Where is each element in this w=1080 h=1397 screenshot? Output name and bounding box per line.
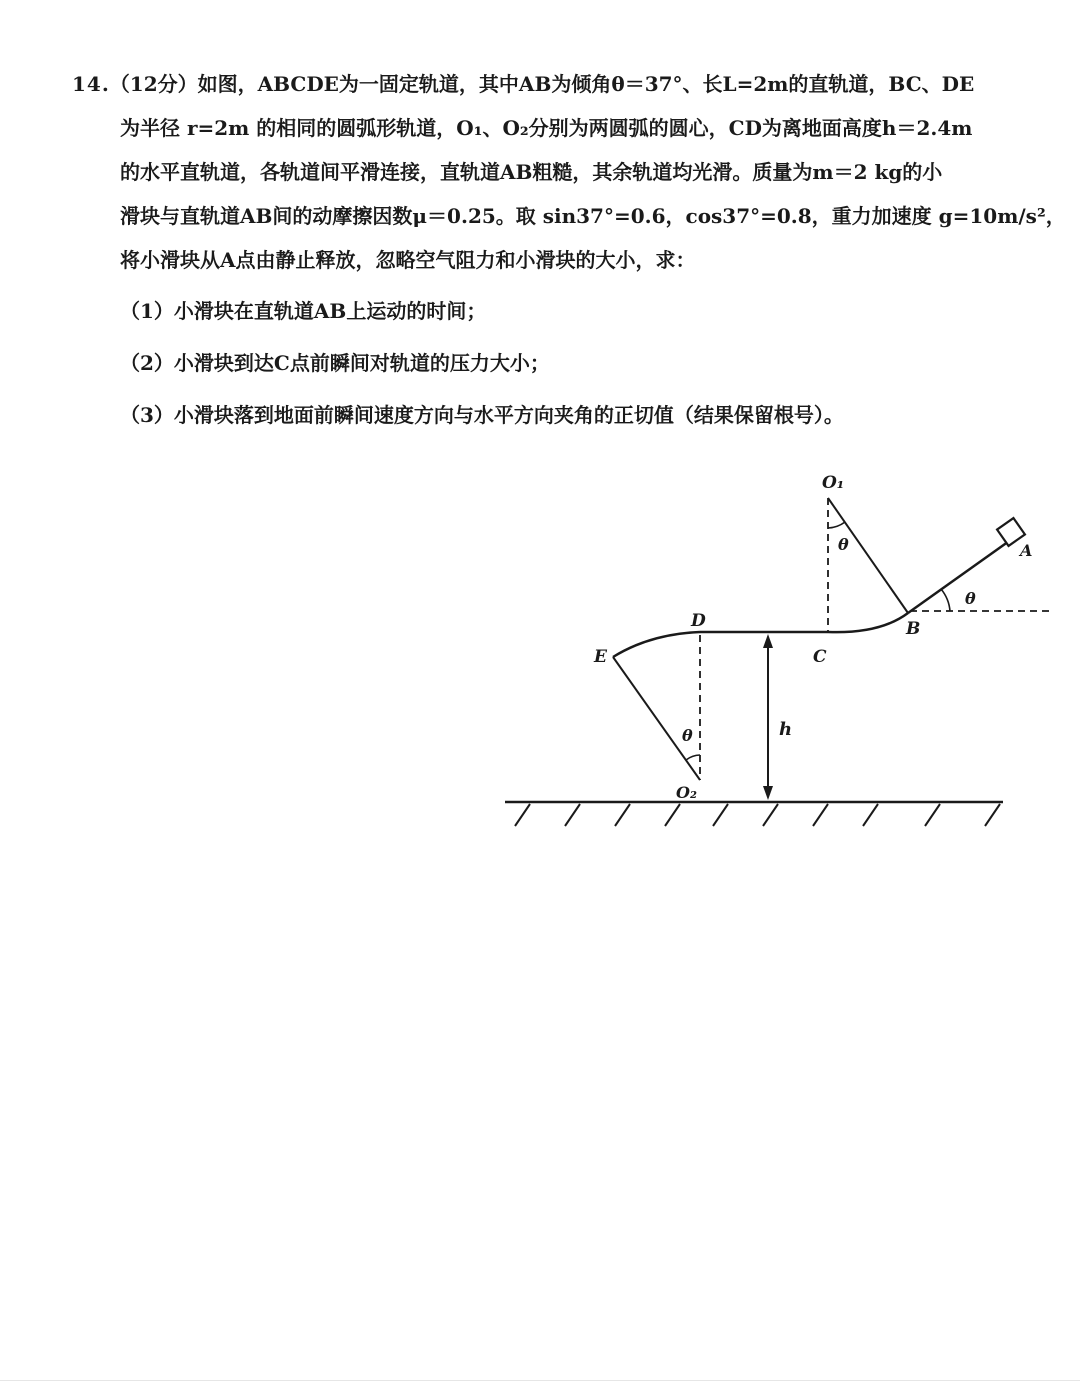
angle-arc-b bbox=[941, 589, 950, 611]
question-3: （3）小滑块落到地面前瞬间速度方向与水平方向夹角的正切值（结果保留根号）。 bbox=[120, 403, 844, 427]
label-theta-o1: θ bbox=[838, 535, 849, 554]
o2-radius-to-e bbox=[613, 657, 700, 780]
question-2: （2）小滑块到达C点前瞬间对轨道的压力大小； bbox=[120, 351, 550, 375]
track-ab bbox=[908, 539, 1012, 613]
problem-number: 14. bbox=[72, 72, 110, 96]
problem-text bbox=[72, 62, 1066, 438]
stem-line-3: 的水平直轨道，各轨道间平滑连接，直轨道AB粗糙，其余轨道均光滑。质量为m＝2 kg的小 bbox=[120, 160, 943, 184]
o1-radius-to-b bbox=[828, 498, 908, 613]
stem-line-2: 为半径 r=2m 的相同的圆弧形轨道，O₁、O₂分别为两圆弧的圆心，CD为离地面高度h＝2.4m bbox=[120, 116, 973, 140]
track-curve-bc bbox=[828, 613, 908, 632]
ground-hatching bbox=[515, 804, 1000, 826]
label-c: C bbox=[813, 647, 827, 667]
label-d: D bbox=[691, 611, 706, 631]
stem-line-4: 滑块与直轨道AB间的动摩擦因数μ＝0.25。取 sin37°=0.6，cos37°=0.8，重力加速度 g=10m/s²， bbox=[120, 204, 1066, 228]
stem-line-5: 将小滑块从A点由静止释放，忽略空气阻力和小滑块的大小，求： bbox=[120, 248, 696, 272]
label-b: B bbox=[906, 619, 921, 639]
label-o2: O₂ bbox=[676, 783, 697, 802]
stem-line-1: 14.（12分）如图，ABCDE为一固定轨道，其中AB为倾角θ＝37°、长L=2m的直轨道，BC、DE bbox=[72, 72, 975, 96]
label-a: A bbox=[1020, 541, 1033, 560]
track-diagram bbox=[490, 455, 1060, 845]
angle-arc-o1 bbox=[828, 522, 845, 528]
angle-arc-o2 bbox=[686, 755, 700, 760]
label-h: h bbox=[779, 719, 793, 740]
question-1: （1）小滑块在直轨道AB上运动的时间； bbox=[120, 299, 487, 323]
page-bottom-divider bbox=[0, 1380, 1080, 1381]
height-arrow-top bbox=[763, 634, 773, 648]
height-arrow-bottom bbox=[763, 786, 773, 800]
label-o1: O₁ bbox=[822, 473, 845, 493]
label-theta-b: θ bbox=[965, 589, 976, 608]
track-curve-de bbox=[613, 632, 700, 657]
label-e: E bbox=[594, 647, 607, 667]
label-theta-o2: θ bbox=[682, 726, 693, 745]
